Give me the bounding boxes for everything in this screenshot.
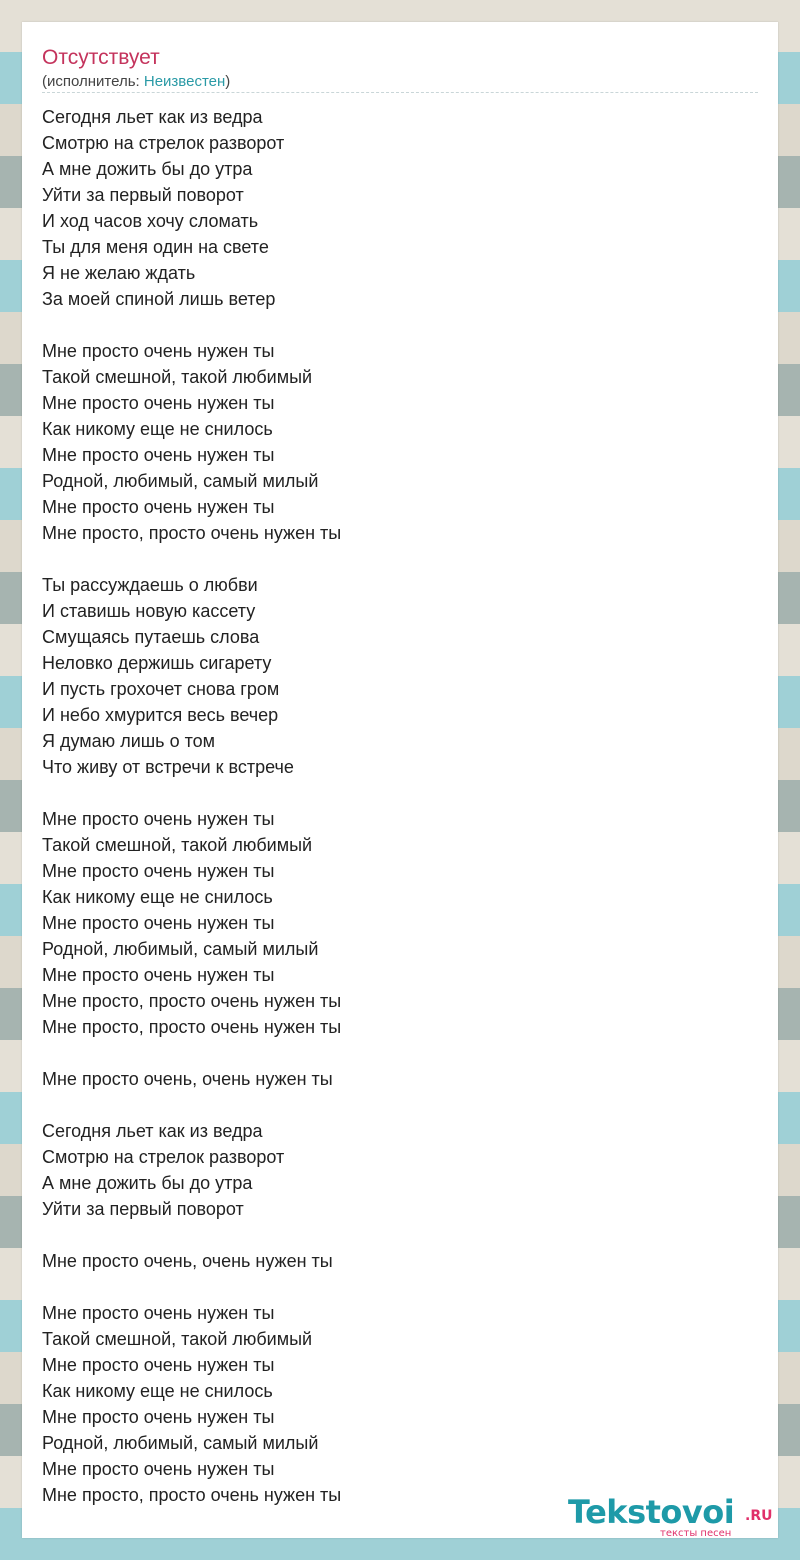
- artist-suffix: ): [225, 73, 231, 90]
- divider: [42, 92, 758, 93]
- lyrics-text: Сегодня льет как из ведра Смотрю на стрелок разворот А мне дожить бы до утра Уйти за первый поворот И ход часов хочу сломать Ты для меня один на свете Я не желаю ждать За моей спиной лишь ветер Мне просто очень нужен ты Такой смешной, такой любимый Мне просто очень нужен ты Как никому еще не снилось Мне просто очень нужен ты Родной, любимый, самый милый Мне просто очень нужен ты Мне просто, просто очень нужен ты Ты рассуждаешь о любви И ставишь новую кассету Смущаясь путаешь слова Неловко держишь сигарету И пусть грохочет снова гром И небо хмурится весь вечер Я думаю лишь о том Что живу от встречи к встрече Мне просто очень нужен ты Такой смешной, такой любимый Мне просто очень нужен ты Как никому еще не снилось Мне просто очень нужен ты Родной, любимый, самый милый Мне просто очень нужен ты Мне просто, просто очень нужен ты Мне просто, просто очень нужен ты Мне просто очень, очень нужен ты Сегодня льет как из ведра Смотрю на стрелок разворот А мне дожить бы до утра Уйти за первый поворот Мне просто очень, очень нужен ты Мне просто очень нужен ты Такой смешной, такой любимый Мне просто очень нужен ты Как никому еще не снилось Мне просто очень нужен ты Родной, любимый, самый милый Мне просто очень нужен ты Мне просто, просто очень нужен ты: [42, 107, 342, 1505]
- lyrics-card: [22, 22, 778, 1538]
- logo-tagline: тексты песен: [660, 1528, 732, 1539]
- site-logo[interactable]: [568, 1494, 778, 1538]
- logo-wordmark: Tekstovoi: [568, 1493, 735, 1531]
- artist-link[interactable]: Неизвестен: [143, 73, 226, 90]
- logo-tld: .RU: [745, 1508, 773, 1524]
- artist-prefix: (исполнитель:: [42, 73, 144, 90]
- song-title: Отсутствует: [42, 46, 160, 69]
- artist-line: [42, 73, 230, 91]
